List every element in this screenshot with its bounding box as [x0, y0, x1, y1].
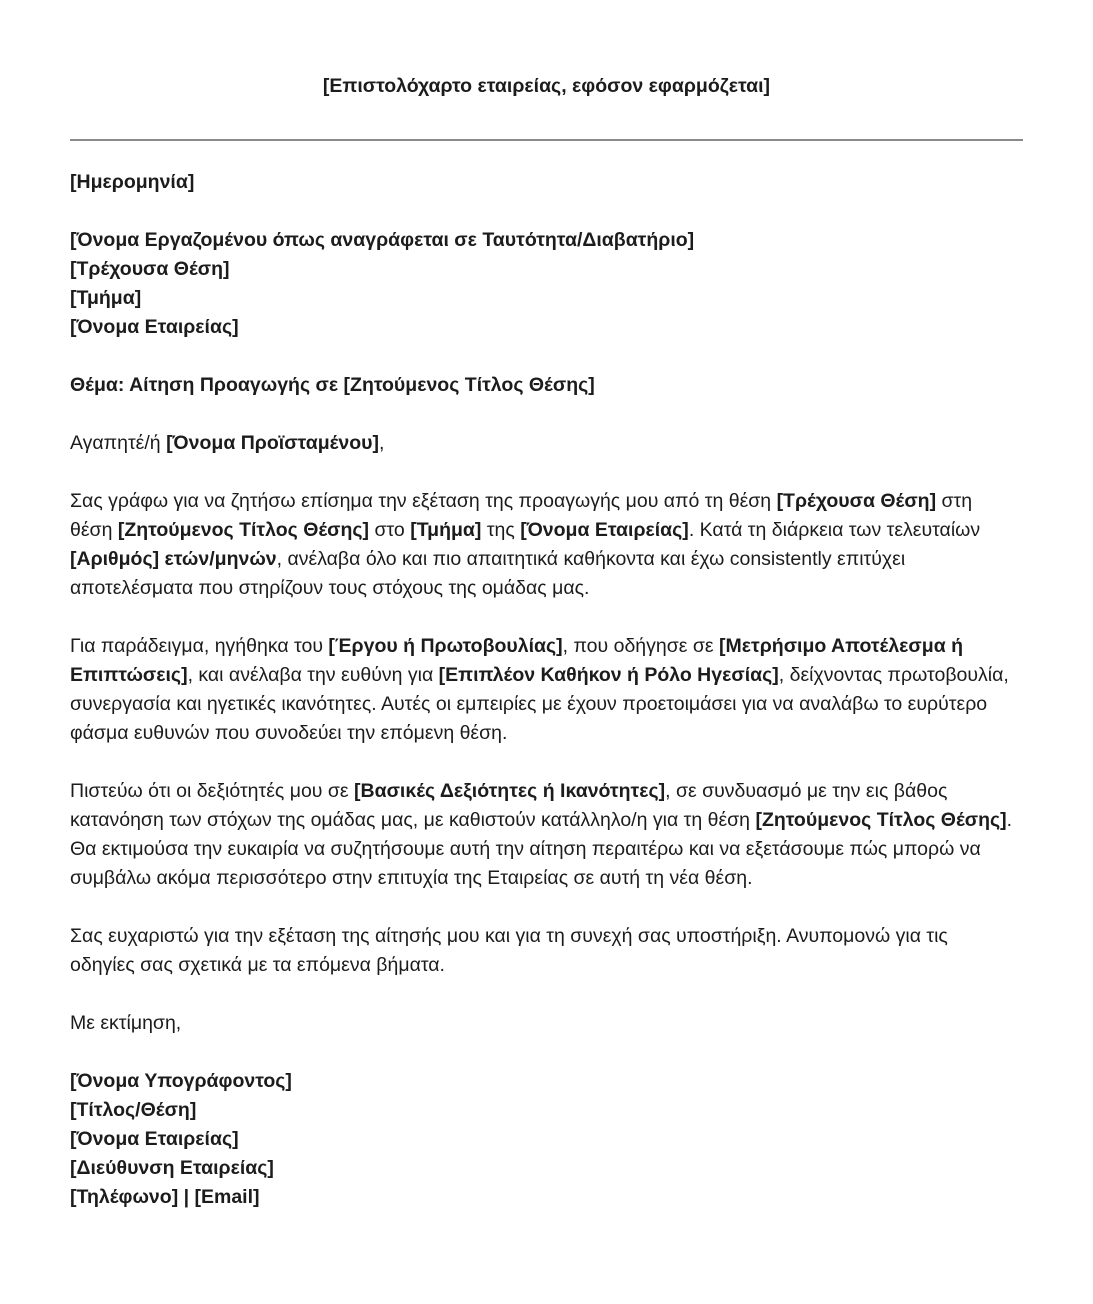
project-placeholder: [Έργου ή Πρωτοβουλίας]	[328, 635, 563, 657]
sender-block	[70, 226, 1023, 342]
text-run: . Θα εκτιμούσα την ευκαιρία να συζητήσουμε αυτή την αίτηση περαιτέρω και να εξετάσουμε πώς μπορώ να συμβάλω ακόμα περισσότερο στην επιτυχία της Εταιρείας σε αυτή τη νέα θέση.	[70, 809, 1013, 889]
paragraph-achievements	[70, 632, 1015, 748]
subject-line: Θέμα: Αίτηση Προαγωγής σε [Ζητούμενος Τίτλος Θέσης]	[70, 374, 595, 396]
extra-duty-placeholder: [Επιπλέον Καθήκον ή Ρόλο Ηγεσίας]	[438, 664, 779, 686]
signer-phone-email: [Τηλέφωνο] | [Email]	[70, 1186, 260, 1208]
letterhead-placeholder: [Επιστολόχαρτο εταιρείας, εφόσον εφαρμόζεται]	[322, 75, 771, 97]
company-name-placeholder: [Όνομα Εταιρείας]	[520, 519, 689, 541]
paragraph-thanks	[70, 922, 1015, 980]
closing-line: Με εκτίμηση,	[70, 1012, 182, 1034]
text-run: Πιστεύω ότι οι δεξιότητές μου σε	[70, 780, 355, 802]
paragraph-request	[70, 487, 1015, 603]
text-run: . Κατά τη διάρκεια των τελευταίων	[688, 519, 981, 541]
current-position-placeholder: [Τρέχουσα Θέση]	[776, 490, 937, 512]
greeting-line	[70, 429, 1015, 458]
letterhead-divider	[70, 139, 1023, 141]
skills-placeholder: [Βασικές Δεξιότητες ή Ικανότητες]	[354, 780, 666, 802]
text-run: Για παράδειγμα, ηγήθηκα του	[70, 635, 329, 657]
text-run: , δείχνοντας πρωτοβουλία, συνεργασία και ηγετικές ικανότητες. Αυτές οι εμπειρίες με έχουν προετοιμάσει για να αναλάβω το ευρύτερο φάσμα ευθυνών που συνοδεύει την επόμενη θέση.	[70, 664, 1009, 744]
department-placeholder: [Τμήμα]	[410, 519, 482, 541]
date-line: [Ημερομηνία]	[70, 171, 195, 193]
signature-block	[70, 1067, 1023, 1212]
text-run: , και ανέλαβα την ευθύνη για	[187, 664, 439, 686]
sender-current-position: [Τρέχουσα Θέση]	[70, 258, 230, 280]
manager-name-placeholder: [Όνομα Προϊσταμένου]	[166, 432, 380, 454]
greeting-text: Αγαπητέ/ή	[70, 432, 167, 454]
requested-title-placeholder: [Ζητούμενος Τίτλος Θέσης]	[117, 519, 370, 541]
signer-title: [Τίτλος/Θέση]	[70, 1099, 197, 1121]
sender-company-name: [Όνομα Εταιρείας]	[70, 316, 239, 338]
signer-company: [Όνομα Εταιρείας]	[70, 1128, 239, 1150]
sender-employee-name: [Όνομα Εργαζομένου όπως αναγράφεται σε Ταυτότητα/Διαβατήριο]	[70, 229, 695, 251]
text-run: Σας γράφω για να ζητήσω επίσημα την εξέταση της προαγωγής μου από τη θέση	[70, 490, 777, 512]
text-run: , που οδήγησε σε	[562, 635, 720, 657]
paragraph-skills	[70, 777, 1015, 893]
signer-address: [Διεύθυνση Εταιρείας]	[70, 1157, 274, 1179]
greeting-comma: ,	[379, 432, 385, 454]
text-run: στη θέση	[70, 490, 973, 541]
text-run: , σε συνδυασμό με την εις βάθος κατανόηση των στόχων της ομάδας μας, με καθιστούν κατάλληλο/η για τη θέση	[70, 780, 948, 831]
result-placeholder: [Μετρήσιμο Αποτέλεσμα ή Επιπτώσεις]	[70, 635, 964, 686]
signer-name: [Όνομα Υπογράφοντος]	[70, 1070, 292, 1092]
text-run: της	[481, 519, 521, 541]
text-run: στο	[369, 519, 411, 541]
text-run: Σας ευχαριστώ για την εξέταση της αίτησής μου και για τη συνεχή σας υποστήριξη. Ανυπομονώ για τις οδηγίες σας σχετικά με τα επόμενα βήματα.	[70, 925, 948, 976]
requested-title-placeholder: [Ζητούμενος Τίτλος Θέσης]	[755, 809, 1007, 831]
sender-department: [Τμήμα]	[70, 287, 142, 309]
duration-placeholder: [Αριθμός] ετών/μηνών	[70, 548, 277, 570]
text-run: , ανέλαβα όλο και πιο απαιτητικά καθήκοντα και έχω consistently επιτύχει αποτελέσματα που στηρίζουν τους στόχους της ομάδας μας.	[70, 548, 906, 599]
